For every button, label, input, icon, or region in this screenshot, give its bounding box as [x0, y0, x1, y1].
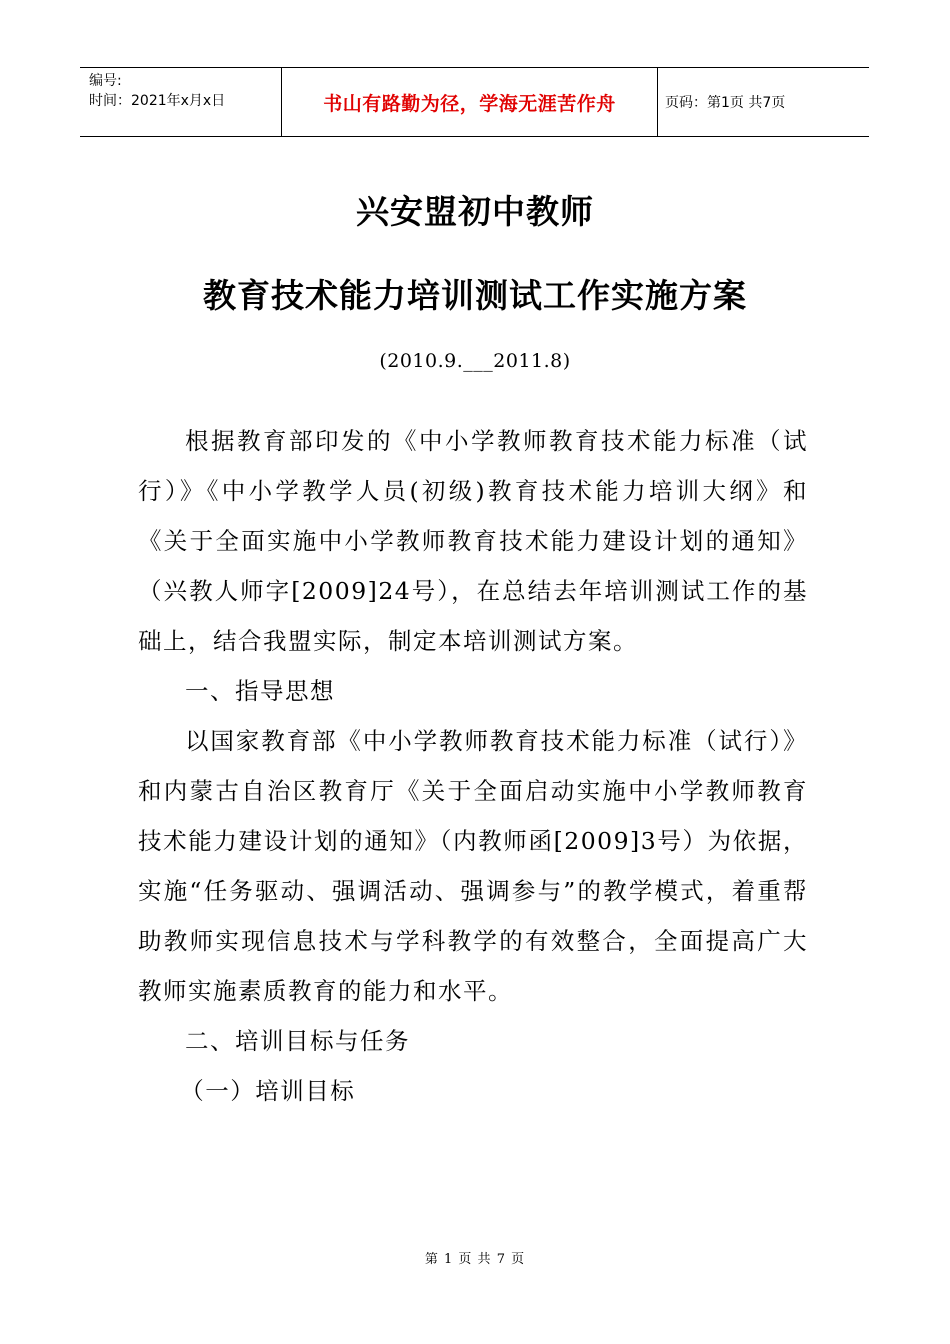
number-label: 编号: — [89, 73, 122, 89]
paragraph-guiding-thought: 以国家教育部《中小学教师教育技术能力标准（试行）》和内蒙古自治区教育厅《关于全面启动实施中小学教师教育技术能力建设计划的通知》（内教师函[2009]3号）为依据，实施“任务驱动、强调活动、强调参与”的教学模式，着重帮助教师实现信息技术与学科教学的有效整合，全面提高广大教师实施素质教育的能力和水平。 — [138, 727, 808, 1005]
document-header — [80, 67, 869, 137]
section-heading-goals-tasks: 二、培训目标与任务 — [185, 1027, 410, 1055]
page-footer: 第 1 页 共 7 页 — [424, 1252, 526, 1267]
section-heading-guiding-thought: 一、指导思想 — [185, 677, 335, 705]
subsection-heading-goals: （一）培训目标 — [180, 1077, 356, 1105]
header-motto: 书山有路勤为径，学海无涯苦作舟 — [281, 68, 658, 136]
document-body — [138, 416, 808, 1116]
date-range: (2010.9.___2011.8) — [379, 350, 571, 372]
document-title-line1: 兴安盟初中教师 — [356, 192, 594, 231]
paragraph-intro: 根据教育部印发的《中小学教师教育技术能力标准（试行）》《中小学教学人员(初级)教育技术能力培训大纲》和《关于全面实施中小学教师教育技术能力建设计划的通知》（兴教人师字[2009]24号），在总结去年培训测试工作的基础上，结合我盟实际，制定本培训测试方案。 — [138, 427, 808, 655]
document-title-line2: 教育技术能力培训测试工作实施方案 — [203, 276, 747, 315]
header-page-info: 页码：第1页 共7页 — [665, 95, 786, 111]
time-label: 时间：2021年x月x日 — [89, 93, 226, 109]
header-meta — [80, 68, 281, 136]
